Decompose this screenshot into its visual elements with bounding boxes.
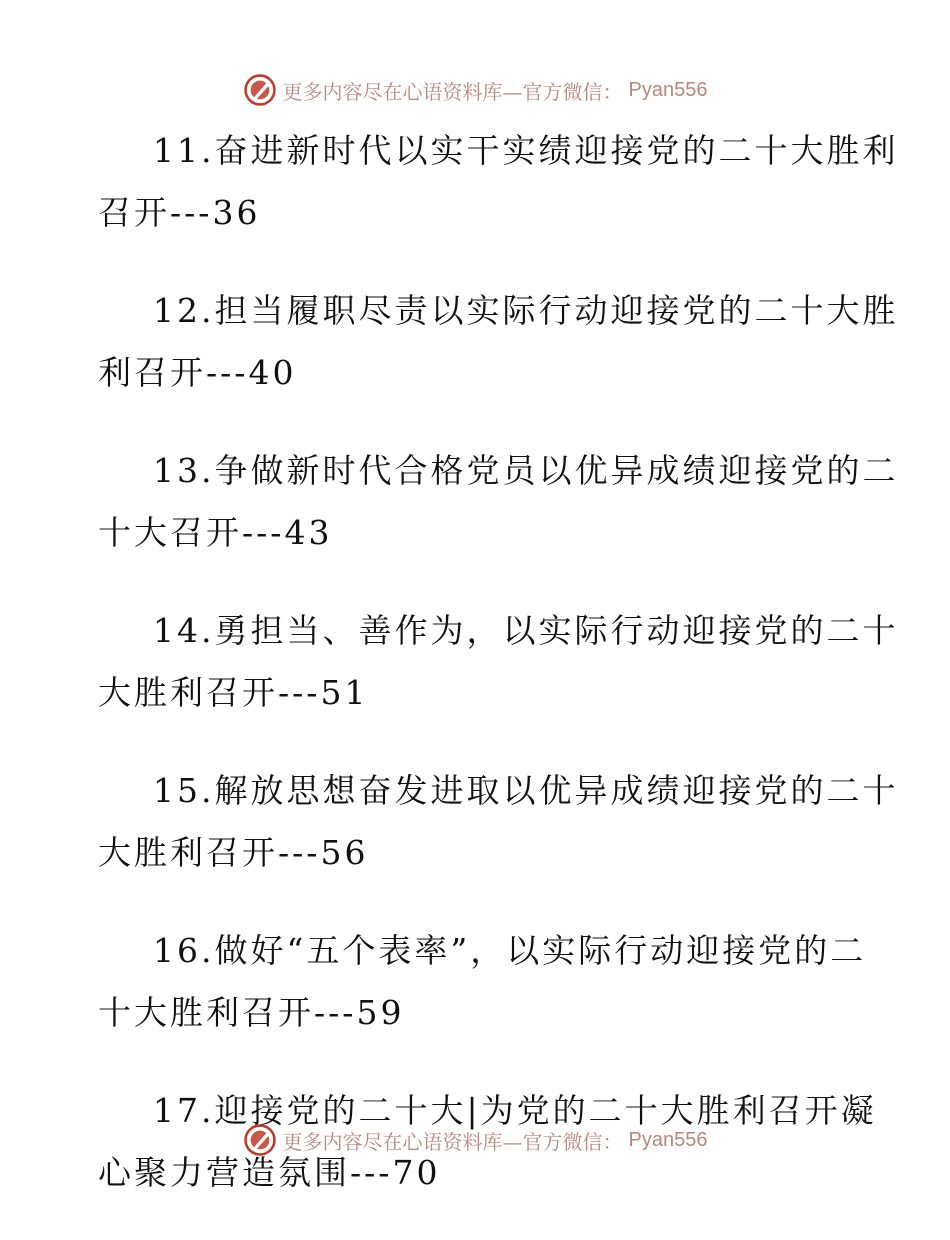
watermark-text: 更多内容尽在心语资料库—官方微信： (282, 1129, 623, 1154)
watermark-wechat-id: Pyan556 (628, 1128, 708, 1151)
toc-entry-title: 12.担当履职尽责以实际行动迎接党的二十大胜 (153, 291, 899, 330)
toc-entry-14 (98, 600, 899, 724)
toc-entry-title: 11.奋进新时代以实干实绩迎接党的二十大胜利 (153, 131, 899, 170)
toc-entry-15 (98, 760, 899, 884)
toc-entry-continuation: 大胜利召开---56 (98, 833, 369, 872)
toc-entry-11 (98, 120, 899, 244)
toc-entry-continuation: 十大胜利召开---59 (98, 993, 405, 1032)
toc-entry-16 (98, 920, 867, 1044)
watermark-text: 更多内容尽在心语资料库—官方微信： (282, 79, 623, 104)
header-watermark (0, 70, 950, 110)
toc-entry-continuation: 召开---36 (98, 193, 261, 232)
watermark-banner (243, 1123, 708, 1157)
toc-entry-continuation: 十大召开---43 (98, 513, 333, 552)
toc-entry-title: 17.迎接党的二十大|为党的二十大胜利召开凝 (153, 1091, 877, 1130)
toc-entry-title: 15.解放思想奋发进取以优异成绩迎接党的二十 (153, 771, 899, 810)
toc-entry-continuation: 心聚力营造氛围---70 (98, 1153, 441, 1192)
toc-entry-title: 13.争做新时代合格党员以优异成绩迎接党的二 (153, 451, 899, 490)
watermark-wechat-id: Pyan556 (628, 78, 708, 101)
toc-entry-title: 14.勇担当、善作为，以实际行动迎接党的二十 (153, 611, 899, 650)
toc-entry-12 (98, 280, 899, 404)
toc-entry-continuation: 大胜利召开---51 (98, 673, 369, 712)
toc-entry-title: 16.做好“五个表率”，以实际行动迎接党的二 (153, 931, 867, 970)
footer-watermark (0, 1120, 950, 1160)
toc-entry-13 (98, 440, 899, 564)
watermark-banner (243, 73, 708, 107)
pen-logo-icon (243, 73, 277, 107)
table-of-contents (98, 120, 899, 1240)
toc-entry-continuation: 利召开---40 (98, 353, 297, 392)
pen-logo-icon (243, 1123, 277, 1157)
